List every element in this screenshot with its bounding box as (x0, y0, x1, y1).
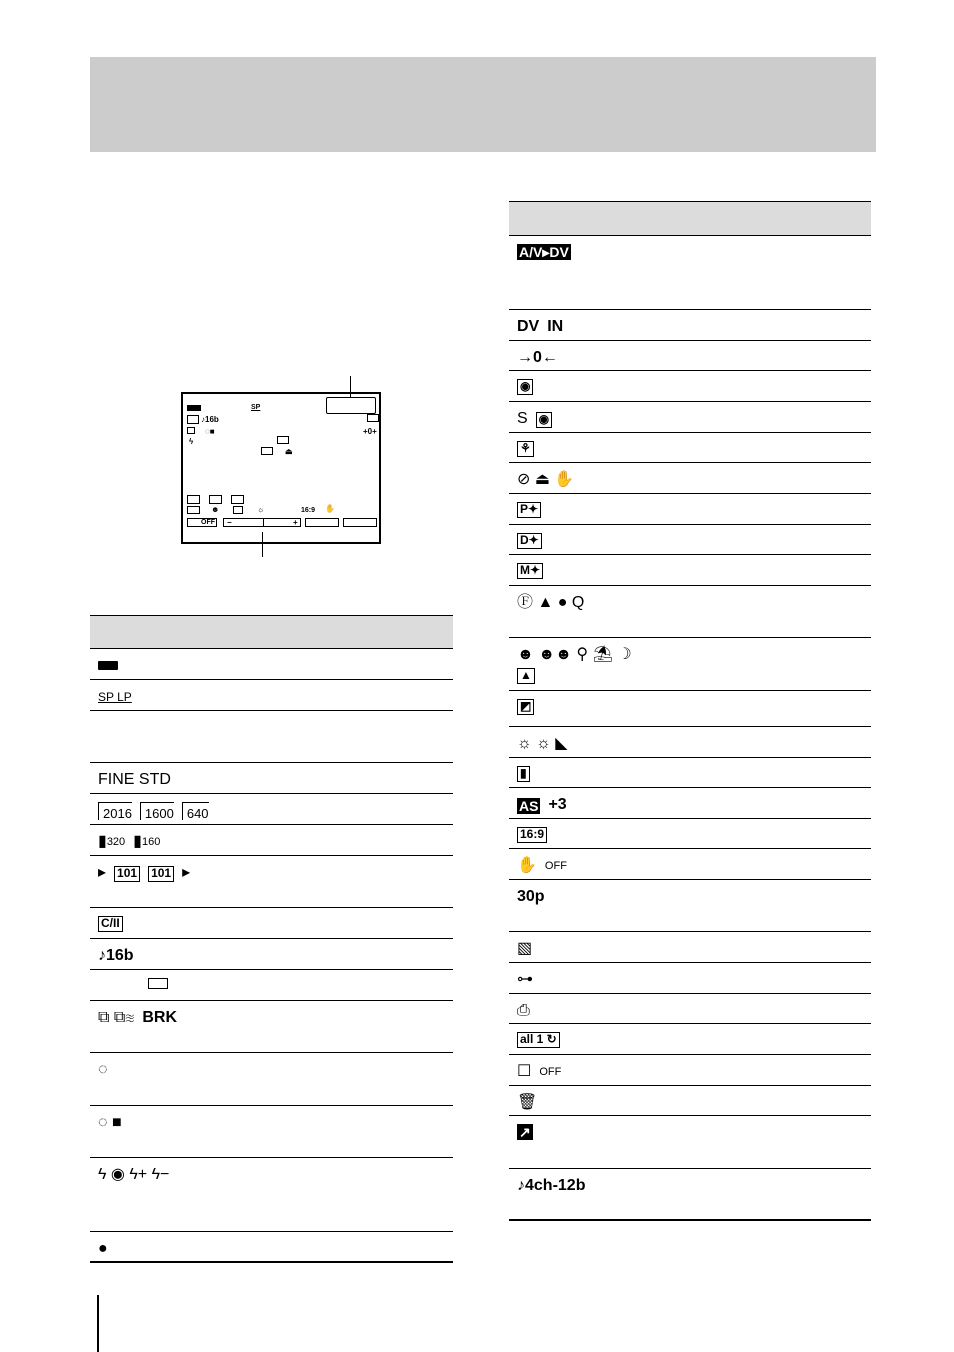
nightshot-icon (277, 436, 289, 444)
indicator-cell (517, 410, 552, 428)
indicator-cell (98, 947, 134, 965)
indicator-cell (98, 802, 209, 820)
lcd-off-label: OFF (201, 519, 215, 526)
film-icon: ▮ (98, 833, 107, 850)
movie-size-label: 320 (106, 836, 126, 848)
indicator-cell (517, 1063, 561, 1081)
image-size-label: 1600 (140, 802, 174, 820)
table-row (90, 1232, 453, 1263)
table-row (509, 819, 871, 849)
indicator-cell (517, 318, 563, 336)
scale-minus-label: − (227, 518, 232, 527)
movie-size-label: 160 (141, 836, 161, 848)
indicator-cell (98, 1114, 122, 1132)
table-row (90, 1158, 453, 1232)
left-table-header (90, 615, 453, 649)
table-row (90, 680, 453, 711)
table-row (90, 1001, 453, 1053)
indicator-cell (517, 533, 542, 549)
table-row (90, 649, 453, 680)
cassette-memory-icon (187, 415, 199, 424)
movie-size-indicator (133, 833, 160, 851)
indicator-label: SP LP (98, 690, 132, 704)
indicator-label: ϟ ◉ ϟ+ ϟ− (98, 1166, 170, 1183)
table-row (509, 341, 871, 371)
indicator-cell (517, 857, 567, 875)
indicator-label: C/II (98, 916, 123, 932)
indicator-cell (98, 1009, 177, 1027)
indicator-label: 16:9 (517, 827, 547, 843)
continuous-icon (187, 427, 195, 434)
lcd-audio-label: ♪16b (201, 415, 219, 424)
indicator-cell (517, 594, 584, 612)
table-row (509, 433, 871, 463)
movie-size-indicator (98, 833, 125, 851)
indicator-cell (98, 916, 123, 932)
table-row (509, 932, 871, 963)
indicator-label: ⊘ ⏏ ✋ (517, 471, 575, 488)
indicator-cell (517, 796, 567, 814)
table-row (509, 849, 871, 880)
table-row (509, 402, 871, 433)
tape-box (305, 518, 339, 527)
table-row (90, 825, 453, 856)
adjust-scale (223, 518, 301, 527)
indicator-cell (98, 864, 190, 882)
indicator-label: ☼ ☼ ◣ (517, 735, 568, 752)
lcd-ev-label: +0+ (363, 427, 377, 436)
flash-icon: ϟ (189, 437, 194, 446)
folder-number-label: 101 (114, 866, 140, 882)
indicator-label: →0← (517, 349, 558, 366)
table-row (509, 1055, 871, 1086)
table-row (90, 763, 453, 794)
indicator-cell (517, 699, 534, 715)
program-p-icon (187, 495, 200, 504)
indicator-label: AS (519, 798, 539, 814)
table-row (509, 555, 871, 586)
indicator-cell (98, 1166, 169, 1184)
indicator-cell (98, 688, 132, 706)
table-row (509, 788, 871, 819)
table-row (509, 1086, 871, 1116)
blank-box (343, 518, 377, 527)
table-row (509, 494, 871, 525)
table-row (509, 994, 871, 1024)
indicator-extra: OFF (539, 1066, 562, 1078)
indicator-label: ⚘ (517, 441, 534, 457)
header-band (90, 57, 876, 152)
indicator-label: BRK (142, 1009, 177, 1026)
indicator-label: S (517, 410, 528, 427)
callout-line-top (350, 376, 351, 397)
lcd-ratio-label: 16:9 (301, 507, 316, 514)
indicator-label: DV (517, 318, 540, 335)
indicator-label: ◩ (517, 699, 534, 715)
indicator-cell (98, 1240, 108, 1258)
indicator-label: ▧ (517, 940, 533, 957)
indicator-cell (517, 244, 571, 260)
arrow-right-icon: ▸ (182, 864, 191, 881)
left-indicator-table (90, 615, 453, 1263)
folder-number-label: 101 (148, 866, 174, 882)
indicator-cell (517, 441, 534, 457)
indicator-after: ◉ (536, 412, 552, 428)
table-row (509, 880, 871, 932)
indicator-cell (517, 1124, 533, 1140)
table-row (509, 236, 871, 310)
indicator-label: ● (98, 1240, 108, 1257)
steadyshot-off-icon: ✋ (325, 504, 335, 513)
indicator-cell (517, 1094, 537, 1112)
program-m-icon (231, 495, 244, 504)
indicator-label: 30p (517, 888, 545, 905)
scale-center-mark (263, 519, 264, 526)
indicator-label: ☻ ☻☻ ⚲ ⛱ ☽ (517, 646, 632, 663)
table-row (509, 371, 871, 402)
table-row (509, 463, 871, 494)
indicator-label: ⎙ (517, 1002, 530, 1019)
remaining-tape-icon (367, 414, 379, 422)
indicator-cell (517, 735, 568, 753)
table-row (509, 638, 871, 691)
indicator-cell (517, 827, 547, 843)
table-row (509, 310, 871, 341)
table-row (90, 1053, 453, 1106)
program-d-icon (209, 495, 222, 504)
indicator-cell (98, 833, 160, 851)
table-row (90, 908, 453, 939)
film-icon: ▮ (133, 833, 142, 850)
indicator-label: ◌ ■ (98, 1114, 122, 1131)
backlight-icon (233, 506, 243, 514)
arrow-left-icon: ▸ (98, 864, 107, 881)
white-balance-icon: ☼ (257, 505, 265, 514)
indicator-cell (517, 471, 574, 489)
indicator-extra: OFF (544, 860, 567, 872)
indicator-label: FINE STD (98, 771, 171, 788)
indicator-label: ✋ (517, 857, 537, 874)
indicator-cell (517, 502, 541, 518)
indicator-cell-line2 (517, 668, 535, 684)
table-row (509, 758, 871, 788)
eject-icon: ⏏ (285, 447, 293, 456)
indicator-label: ▲ (517, 668, 535, 684)
indicator-cell (517, 940, 532, 958)
indicator-label: P✦ (517, 502, 541, 518)
lcd-sp-label: SP (251, 404, 261, 411)
indicator-label: ♪16b (98, 947, 134, 964)
focus-icon (187, 506, 200, 514)
indicator-label: Ⓕ ▲ ● Q (517, 594, 585, 611)
scale-plus-label: + (293, 518, 298, 527)
battery-icon (187, 405, 201, 411)
callout-frame (326, 397, 376, 414)
table-row (509, 525, 871, 555)
indicator-label: ↗ (519, 1124, 531, 1140)
indicator-label: ◉ (517, 379, 533, 395)
indicator-lead: ⧉ ⧉≋ (98, 1009, 135, 1026)
right-indicator-table (509, 201, 871, 1221)
indicator-label: M✦ (517, 563, 543, 579)
indicator-cell (517, 888, 545, 906)
battery-icon (98, 661, 118, 670)
table-row (509, 727, 871, 758)
indicator-cell (517, 766, 530, 782)
image-size-label: 2016 (98, 802, 132, 820)
callout-line-bottom (262, 532, 263, 557)
indicator-cell (98, 978, 168, 989)
indicator-label: ▮ (517, 766, 530, 782)
indicator-cell (98, 771, 171, 789)
indicator-cell (517, 646, 632, 664)
table-row (509, 1024, 871, 1055)
indicator-cell (517, 379, 533, 395)
indicator-cell (517, 1032, 560, 1048)
lcd-screen-illustration (181, 392, 381, 544)
table-row (509, 1169, 871, 1221)
indicator-label: ◌ (98, 1061, 108, 1078)
table-row (90, 711, 453, 763)
table-row (90, 939, 453, 970)
right-table-header (509, 201, 871, 236)
indicator-label: 🗑 (517, 1094, 538, 1111)
indicator-cell (98, 1061, 108, 1079)
indicator-cell (517, 1002, 530, 1020)
indicator-label: A/V▸DV (519, 244, 569, 260)
table-row (509, 963, 871, 994)
indicator-cell (98, 657, 118, 670)
indicator-cell (517, 1177, 585, 1195)
table-row (90, 1106, 453, 1158)
indicator-cell (517, 349, 558, 367)
tape-warning-icon (261, 447, 273, 455)
tape-icon (148, 978, 168, 989)
table-row (90, 794, 453, 825)
image-size-label: 640 (182, 802, 209, 820)
indicator-cell (517, 971, 533, 989)
table-row (509, 1116, 871, 1169)
self-timer-icon: ◌■ (205, 427, 215, 436)
indicator-extra: IN (547, 318, 564, 335)
indicator-cell (517, 563, 543, 579)
portrait-icon: ☻ (211, 505, 220, 514)
indicator-label: D✦ (517, 533, 542, 549)
page-margin-rule (97, 1295, 99, 1352)
table-row (90, 856, 453, 908)
table-row (509, 586, 871, 638)
table-row (509, 691, 871, 727)
indicator-label: all 1 ↻ (517, 1032, 560, 1048)
indicator-label: ⊶ (517, 971, 533, 988)
table-row (90, 970, 453, 1001)
indicator-label: ☐ (517, 1063, 532, 1080)
indicator-extra: +3 (548, 796, 567, 813)
indicator-label: ♪4ch-12b (517, 1177, 586, 1194)
